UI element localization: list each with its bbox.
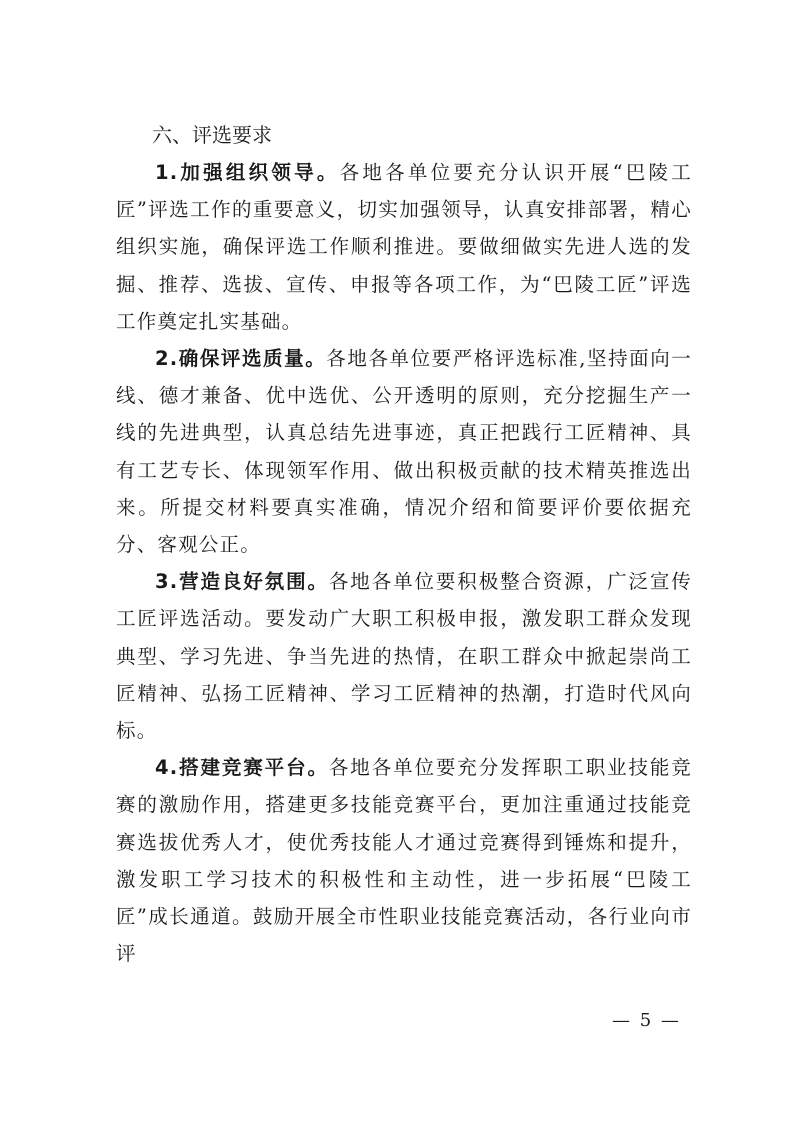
document-body	[116, 116, 692, 972]
paragraph-4-text: 各地各单位要充分发挥职工职业技能竞赛的激励作用，搭建更多技能竞赛平台，更加注重通过技能竞赛选拔优秀人才，使优秀技能人才通过竞赛得到锤炼和提升，激发职工学习技术的积极性和主动性，进一步拓展“巴陵工匠”成长通道。鼓励开展全市性职业技能竞赛活动，各行业向市评	[116, 756, 692, 966]
paragraph-1-lead: 1.加强组织领导。	[155, 161, 340, 184]
paragraph-4-lead: 4.搭建竞赛平台。	[155, 756, 329, 780]
page-number: — 5 —	[612, 1010, 681, 1031]
paragraph-2-text: 各地各单位要严格评选标准,坚持面向一线、德才兼备、优中选优、公开透明的原则，充分挖掘生产一线的先进典型，认真总结先进事迹，真正把践行工匠精神、具有工艺专长、体现领军作用、做出积极贡献的技术精英推选出来。所提交材料要真实准确，情况介绍和简要评价要依据充分、客观公正。	[116, 347, 692, 557]
paragraph-2-lead: 2.确保评选质量。	[155, 347, 327, 371]
paragraph-1-text: 各地各单位要充分认识开展“巴陵工匠”评选工作的重要意义，切实加强领导，认真安排部署，精心组织实施，确保评选工作顺利推进。要做细做实先进人选的发掘、推荐、选拔、宣传、申报等各项工作，为“巴陵工匠”评选工作奠定扎实基础。	[116, 161, 692, 333]
section-heading: 六、评选要求	[152, 123, 272, 147]
paragraph-3	[116, 563, 692, 749]
paragraph-3-text: 各地各单位要积极整合资源，广泛宣传工匠评选活动。要发动广大职工积极申报，激发职工群众发现典型、学习先进、争当先进的热情，在职工群众中掀起崇尚工匠精神、弘扬工匠精神、学习工匠精神的热潮，打造时代风向标。	[116, 570, 692, 743]
paragraph-2	[116, 340, 692, 563]
paragraph-4	[116, 749, 692, 972]
paragraph-3-lead: 3.营造良好氛围。	[155, 570, 329, 594]
paragraph-1	[116, 154, 692, 340]
